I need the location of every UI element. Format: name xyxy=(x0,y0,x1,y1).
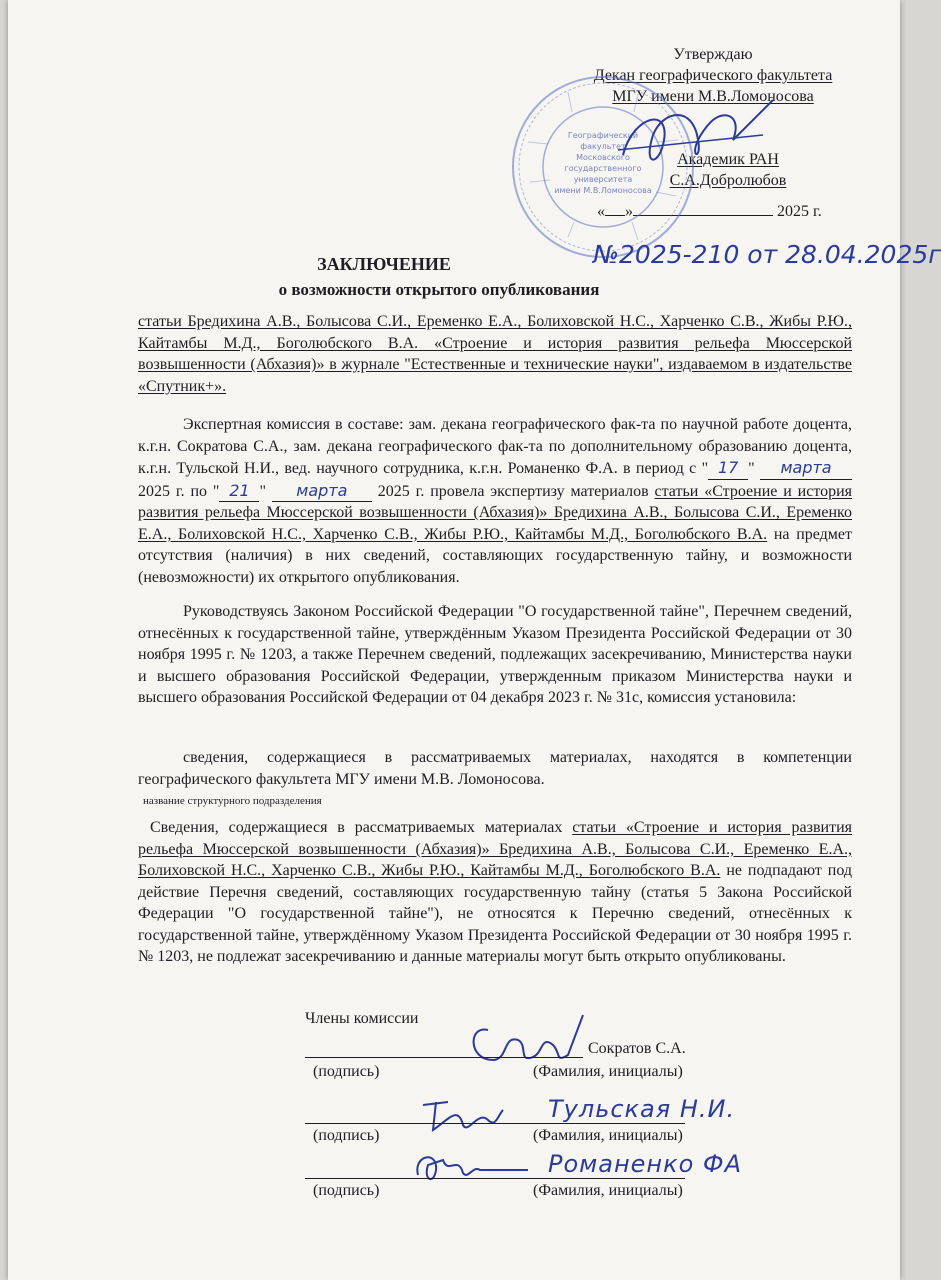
signature-romanenko xyxy=(408,1145,533,1190)
stamp-line-5: университета xyxy=(573,175,633,184)
member-name-1: Сократов С.А. xyxy=(588,1040,686,1057)
signature-line-2 xyxy=(305,1123,685,1124)
registration-number: №2025-210 от 28.04.2025г xyxy=(593,240,941,269)
unit-caption: название структурного подразделения xyxy=(143,795,322,807)
signature-line-1 xyxy=(305,1057,583,1058)
article-paragraph: статьи Бредихина А.В., Болысова С.И., Еременко Е.А., Болиховской Н.С., Харченко С.В., Жибы Р.Ю., Кайтамбы М.Д., Боголюбского В.А. «Строение и история развития рельефа Мюссерской возвышенности (Абхазия)» в журнале "Естественные и технические науки", издаваемом в издательстве «Спутник+». xyxy=(138,313,852,395)
member-name-2: Тульская Н.И. xyxy=(548,1095,736,1123)
document-page xyxy=(8,0,941,1280)
law-paragraph: Руководствуясь Законом Российской Федерации "О государственной тайне", Перечнем сведений, отнесённых к государственной тайне, утверждённым Указом Президента Российской Федерации от 30 ноября 1995 г. № 1203, а также Перечнем сведений, подлежащих засекречиванию, Министерства науки и высшего образования Российской Федерации, утвержденным приказом Министерства науки и высшего образования Российской Федерации от 04 декабря 2023 г. № 31с, комиссия установила: xyxy=(138,603,852,706)
member-name-3: Романенко ФА xyxy=(548,1150,743,1178)
stamp-line-2: факультет xyxy=(580,142,626,151)
signature-tulskaya xyxy=(418,1090,508,1140)
sign-label-3: (подпись) xyxy=(313,1182,380,1199)
approval-line-2: Декан географического факультета xyxy=(593,67,833,84)
name-label-1: (Фамилия, инициалы) xyxy=(533,1063,683,1080)
sign-label-2: (подпись) xyxy=(313,1127,380,1144)
stamp-line-3: Московского xyxy=(576,153,630,162)
sign-label-1: (подпись) xyxy=(313,1063,380,1080)
name-label-3: (Фамилия, инициалы) xyxy=(533,1182,683,1199)
stamp-line-6: имени М.В.Ломоносова xyxy=(554,186,652,195)
approval-line-3: МГУ имени М.В.Ломоносова xyxy=(612,88,814,105)
document-subtitle: о возможности открытого опубликования xyxy=(278,280,600,299)
stamp-line-1: Географический xyxy=(567,131,639,140)
members-heading: Члены комиссии xyxy=(305,1010,419,1027)
signature-line-3 xyxy=(305,1178,685,1179)
stamp-line-4: государственного xyxy=(564,164,642,173)
approval-date: « » 2025 г. xyxy=(597,203,822,220)
commission-paragraph: Экспертная комиссия в составе: зам. декана географического фак-та по научной работе доцента, к.г.н. Сократова С.А., зам. декана географического фак-та по дополнительному образованию доцента, к.г.н. Тульской Н.И., вед. научного сотрудника, к.г.н. Романенко Ф.А. в период с " 17 " марта 2025 г. по " 21 " марта 2025 г. провела экспертизу материалов статьи «Строение и история развития рельефа Мюссерской возвышенности (Абхазия)» Бредихина А.В., Болысова С.И., Еременко Е.А., Болиховской Н.С., Харченко С.В., Жибы Р.Ю., Кайтамбы М.Д., Боголюбского В.А. на предмет отсутствия (наличия) в них сведений, составляющих государственную тайну, и возможности (невозможности) их открытого опубликования. xyxy=(138,416,853,586)
conclusion-paragraph: Сведения, содержащиеся в рассматриваемых материалах статьи «Строение и история развития рельефа Мюссерской возвышенности (Абхазия)» Бредихина А.В., Болысова С.И., Еременко Е.А., Болиховской Н.С., Харченко С.В., Жибы Р.Ю., Кайтамбы М.Д., Боголюбского В.А. не подпадают под действие Перечня сведений, составляющих государственную тайну (статья 5 Закона Российской Федерации "О государственной тайне"), не относятся к Перечню сведений, отнесённых к государственной тайне, утверждённому Указом Президента Российской Федерации от 30 ноября 1995 г. № 1203, не подлежат засекречиванию и данные материалы могут быть открыто опубликованы. xyxy=(138,819,853,965)
approval-line-5: С.А.Добролюбов xyxy=(669,172,787,189)
approval-line-4: Академик РАН xyxy=(677,151,779,168)
dean-signature xyxy=(613,95,788,185)
approval-line-1: Утверждаю xyxy=(673,46,753,63)
competence-paragraph: сведения, содержащиеся в рассматриваемых материалах, находятся в компетенции географического факультета МГУ имени М.В. Ломоносова. xyxy=(138,749,852,788)
name-label-2: (Фамилия, инициалы) xyxy=(533,1127,683,1144)
document-title: ЗАКЛЮЧЕНИЕ xyxy=(317,254,451,274)
